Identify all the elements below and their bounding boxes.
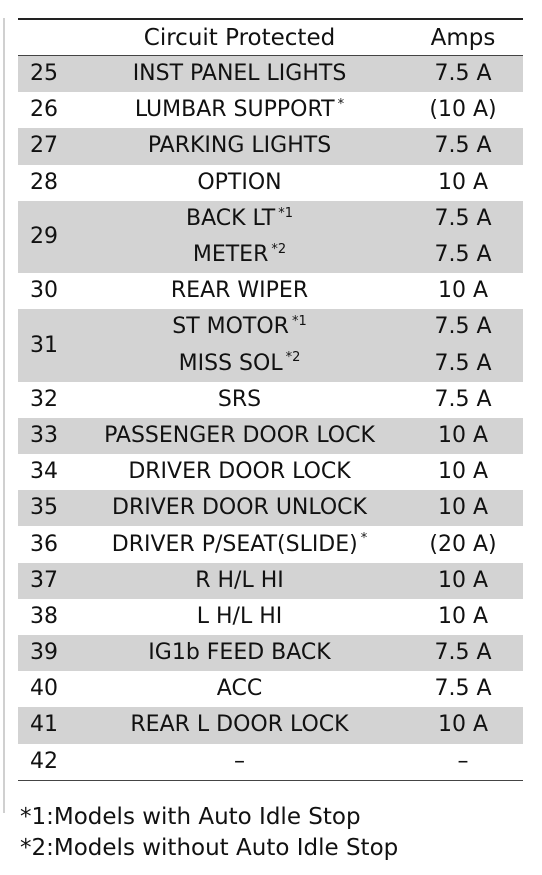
- amps-value: 10 A: [437, 169, 489, 195]
- fuse-table: [18, 18, 523, 781]
- table-row: [18, 418, 523, 454]
- amps-value: 7.5 A: [403, 201, 523, 237]
- table-row: [18, 128, 523, 164]
- amps-value: 7.5 A: [403, 309, 523, 345]
- circuit-cell: [76, 201, 403, 237]
- fuse-number: 36: [30, 531, 58, 557]
- amps-value: 10 A: [403, 490, 523, 526]
- circuit-name: BACK LT: [186, 205, 276, 231]
- table-row: [18, 744, 523, 781]
- footnote-mark: *2: [285, 350, 301, 366]
- amps-value: 10 A: [437, 459, 489, 485]
- amps-value: 7.5 A: [403, 237, 523, 273]
- table-row: [18, 92, 523, 128]
- circuit-name: OPTION: [197, 169, 282, 195]
- circuit-name: LUMBAR SUPPORT: [134, 97, 335, 123]
- header-number: [18, 19, 76, 56]
- circuit-name: R H/L HI: [195, 567, 284, 593]
- footnote-mark: *1: [278, 205, 293, 221]
- fuse-number: 38: [30, 603, 58, 629]
- table-row: [18, 490, 523, 526]
- circuit-cell: [76, 454, 403, 490]
- circuit-cell: [76, 563, 403, 599]
- amps-value: 10 A: [403, 707, 523, 743]
- footnote-mark: *: [337, 96, 345, 112]
- circuit-name: PARKING LIGHTS: [147, 133, 332, 159]
- footnote-mark: *: [360, 531, 368, 547]
- circuit-cell: [76, 744, 403, 781]
- amps-value: 7.5 A: [403, 346, 523, 382]
- table-row: [18, 454, 523, 490]
- fuse-number: 32: [30, 386, 58, 412]
- table-row: [18, 201, 523, 237]
- fuse-table-body: [18, 56, 523, 781]
- circuit-name: ACC: [216, 676, 263, 702]
- fuse-number: 33: [18, 418, 76, 454]
- fuse-number: 30: [30, 278, 58, 304]
- table-row: [18, 599, 523, 635]
- circuit-name: SRS: [217, 386, 262, 412]
- circuit-cell: [76, 671, 403, 707]
- circuit-name: PASSENGER DOOR LOCK: [104, 422, 375, 448]
- table-row: [18, 635, 523, 671]
- table-row: [18, 563, 523, 599]
- circuit-name: INST PANEL LIGHTS: [132, 61, 347, 87]
- circuit-name: METER: [192, 242, 269, 268]
- table-row: [18, 526, 523, 562]
- footnotes: [20, 802, 398, 864]
- amps-value: (10 A): [429, 97, 497, 123]
- circuit-cell: [76, 346, 403, 382]
- circuit-cell: [76, 635, 403, 671]
- table-row: [18, 671, 523, 707]
- circuit-name: DRIVER DOOR UNLOCK: [112, 495, 367, 521]
- fuse-number: 31: [18, 309, 76, 381]
- circuit-cell: [76, 309, 403, 345]
- table-row: [18, 707, 523, 743]
- fuse-number: 26: [30, 97, 58, 123]
- circuit-cell: [76, 490, 403, 526]
- fuse-number: 35: [18, 490, 76, 526]
- circuit-cell: [76, 273, 403, 309]
- circuit-cell: [76, 707, 403, 743]
- fuse-number: 27: [18, 128, 76, 164]
- left-margin-rule: [3, 18, 5, 813]
- circuit-cell: [76, 92, 403, 128]
- amps-value: 10 A: [437, 278, 489, 304]
- fuse-number: 40: [30, 676, 58, 702]
- fuse-number: 34: [30, 459, 58, 485]
- circuit-name: MISS SOL: [178, 350, 283, 376]
- circuit-name: REAR WIPER: [170, 278, 309, 304]
- amps-value: 10 A: [403, 563, 523, 599]
- fuse-number: 25: [18, 56, 76, 93]
- amps-value: 7.5 A: [403, 635, 523, 671]
- amps-value: 7.5 A: [434, 676, 492, 702]
- circuit-cell: [76, 237, 403, 273]
- fuse-number: 29: [18, 201, 76, 273]
- table-subrow: [18, 346, 523, 382]
- circuit-cell: [76, 165, 403, 201]
- amps-value: 7.5 A: [403, 56, 523, 93]
- table-row: [18, 56, 523, 93]
- fuse-number: 42: [18, 744, 76, 781]
- circuit-name: –: [234, 748, 245, 774]
- header-amps: Amps: [403, 19, 523, 56]
- circuit-cell: [76, 382, 403, 418]
- footnote-mark: *1: [291, 314, 307, 330]
- amps-value: –: [403, 744, 523, 781]
- amps-value: 10 A: [403, 418, 523, 454]
- amps-value: 7.5 A: [434, 386, 492, 412]
- fuse-number: 39: [18, 635, 76, 671]
- amps-value: 10 A: [437, 603, 489, 629]
- amps-value: (20 A): [429, 531, 497, 557]
- fuse-number: 28: [30, 169, 58, 195]
- footnote-mark: *2: [271, 241, 287, 257]
- circuit-name: IG1b FEED BACK: [148, 640, 331, 666]
- fuse-number: 37: [18, 563, 76, 599]
- footnote-1: *1:Models with Auto Idle Stop: [20, 804, 361, 830]
- circuit-cell: [76, 128, 403, 164]
- circuit-name: DRIVER DOOR LOCK: [128, 459, 351, 485]
- circuit-cell: [76, 56, 403, 93]
- table-row: [18, 273, 523, 309]
- table-row: [18, 165, 523, 201]
- footnote-2: *2:Models without Auto Idle Stop: [20, 835, 399, 861]
- amps-value: 7.5 A: [403, 128, 523, 164]
- circuit-cell: [76, 599, 403, 635]
- circuit-name: L H/L HI: [196, 603, 283, 629]
- circuit-cell: [76, 526, 403, 562]
- circuit-cell: [76, 418, 403, 454]
- header-circuit-protected: Circuit Protected: [76, 19, 403, 56]
- circuit-name: DRIVER P/SEAT(SLIDE): [111, 531, 358, 557]
- circuit-name: ST MOTOR: [172, 314, 289, 340]
- fuse-number: 41: [18, 707, 76, 743]
- table-row: [18, 382, 523, 418]
- table-header-row: [18, 19, 523, 56]
- table-subrow: [18, 237, 523, 273]
- circuit-name: REAR L DOOR LOCK: [130, 712, 349, 738]
- table-row: [18, 309, 523, 345]
